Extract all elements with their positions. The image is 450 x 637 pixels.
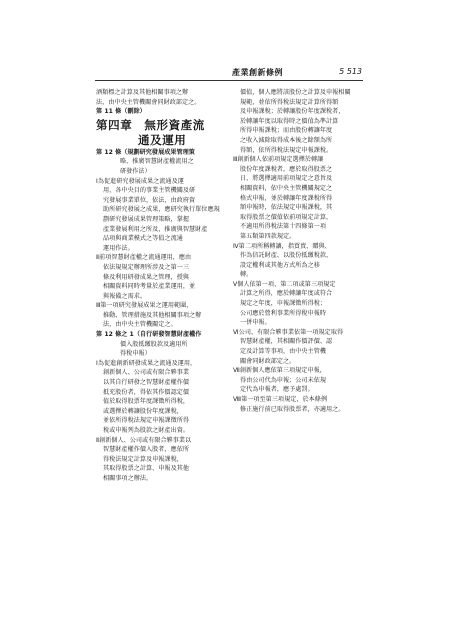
article-heading-cont: 研發作法） [120, 167, 151, 175]
paragraph-line: 作為信託財產、以股份抵繳稅款、 [240, 252, 333, 260]
paragraph-line: 用，各中央目的事業主管機關及研 [103, 187, 196, 195]
paragraph-line: 計算之所得，應於轉讓年度或符合 [240, 290, 333, 298]
article-heading-cont: 價入股抵繳股款及適用所 [120, 340, 188, 348]
paragraph-line: Ⅷ第一項至第三項規定，於本條例 [233, 396, 328, 403]
header-rule [95, 80, 363, 81]
paragraph-line: 一併申報。 [240, 319, 271, 327]
paragraph-line: Ⅱ前項智慧財產權之流通運用，應由 [96, 254, 192, 262]
paragraph-line: 智慧財產權，其相關作價評價、認 [240, 338, 333, 346]
paragraph-line: 得由公司代為申報；公司未依規 [240, 376, 327, 384]
article-heading: 第 11 條（刪除） [96, 108, 146, 116]
paragraph-line: 格式申報，並於轉讓年度課稅所得 [240, 194, 333, 202]
paragraph-line: Ⅵ公司、有限合夥事業依第一項規定取得 [233, 328, 344, 336]
paragraph-line: 額申報時，依法規定申報課稅，其 [240, 204, 333, 212]
paragraph-line: 並依所得稅法規定申報課徵所得 [103, 417, 190, 425]
paragraph-line: 股份年度課稅者，應於取得股票之 [240, 165, 333, 173]
paragraph-line: 與報備之需求。 [103, 292, 147, 300]
paragraph-line: Ⅱ創新個人、公司或有限合夥事業以 [96, 436, 192, 444]
paragraph-line: 規範，並依所得稅法規定計算所得額 [240, 98, 339, 106]
paragraph-line: 定及計算等事項，由中央主管機 [240, 348, 327, 356]
paragraph-line: 得額，依所得稅法規定申報課稅。 [240, 146, 333, 154]
paragraph-line: 法，由中央主管機關定之。 [103, 321, 177, 329]
paragraph-line: 規定之年度，申報課徵所得稅； [240, 300, 327, 308]
paragraph-line: 或選擇於轉讓股份年度課稅， [103, 407, 183, 415]
paragraph-line: 取得股票之價值依前項規定計算， [240, 213, 333, 221]
article-heading-cont: 得稅申報） [120, 350, 151, 358]
paragraph-line: 值於取得股票年度課徵所得稅， [103, 398, 190, 406]
left-column [96, 88, 224, 484]
paragraph-line: Ⅲ第一項研究發展成果之運用範圍， [96, 302, 193, 310]
paragraph-line: Ⅶ創新個人應依第三項規定申報， [233, 367, 326, 375]
paragraph-line: 關會同財政部定之。 [240, 357, 296, 365]
paragraph-line: 品項與商業模式之等值之流通 [103, 235, 183, 243]
paragraph-line: 抵充股份者，得依其作價認定價 [103, 388, 190, 396]
chapter-title-cont: 通及運用 [138, 132, 187, 147]
paragraph-line: 運用作法。 [103, 244, 134, 252]
right-column [233, 88, 361, 414]
paragraph-line: 推動、管理措施及其他相關事項之辦 [103, 311, 202, 319]
paragraph-line: Ⅰ為促進創新研發成果之流通及運用， [96, 359, 197, 367]
paragraph-line: 設定權利或其他方式所為之移 [240, 261, 320, 269]
paragraph-line: 其取得股票之計算、申報及其他 [103, 465, 190, 473]
paragraph-line: 不適用所得稅法第十四條第一項 [240, 223, 327, 231]
text-line: 法，由中央主管機關會同財政部定之。 [96, 98, 201, 106]
paragraph-line: Ⅳ第二項所稱轉讓，指買賣、贈與、 [233, 242, 331, 250]
paragraph-line: 創新個人、公司或有限合夥事業 [103, 369, 190, 377]
paragraph-line: 相關事項之辦法。 [103, 474, 153, 482]
text-line: 酒類標之計算及其他相關事項之辦 [96, 89, 189, 96]
paragraph-line: 相關資料同時考量於產業運用，並 [103, 283, 196, 291]
paragraph-line: 價值，個人應將該股份之計算及申報相關 [240, 89, 351, 96]
paragraph-line: 助所研究發展之成果，應研究執行單位應規 [103, 206, 220, 214]
book-title: 產業創新條例 [232, 68, 283, 77]
paragraph-line: 以其自行研發之智慧財產權作價 [103, 379, 190, 387]
chapter-title: 第四章 無形資產流 [96, 117, 205, 132]
page-number: 5 513 [339, 67, 362, 76]
running-header [232, 67, 362, 79]
paragraph-line: 及申報課稅；於轉讓股份年度課稅者， [240, 108, 345, 116]
paragraph-line: 稅或申報列為股款之財產出資。 [103, 427, 190, 434]
paragraph-line: 日，將選擇適用前項規定之意旨及 [240, 175, 333, 183]
paragraph-line: 第五類第四款規定。 [240, 232, 296, 240]
paragraph-line: 條及利用研發成果之管理，授與 [103, 273, 190, 281]
paragraph-line: 轉。 [240, 271, 253, 279]
paragraph-line: 相關資料，依中央主管機關規定之 [240, 184, 333, 192]
paragraph-line: 產業發展利用之所及，推廣與智慧財產 [103, 225, 208, 233]
article-heading: 第 12 條（規劃研究發展成果管理策 [96, 148, 195, 156]
paragraph-line: 所得申報課稅；而由股份轉讓年度 [240, 127, 333, 135]
paragraph-line: 之收入減除取得成本後之餘額為所 [240, 136, 333, 144]
paragraph-line: Ⅴ個人依第一項、第二項或第三項規定 [233, 280, 336, 288]
paragraph-line: 得稅法規定計算及申報課稅， [103, 455, 183, 463]
paragraph-line: 修正施行前已取得股票者，亦適用之。 [240, 405, 345, 413]
paragraph-line: 究發展事業單位，依法，由政府資 [103, 196, 196, 204]
paragraph-line: 公司應於營利事業所得稅申報時 [240, 309, 327, 317]
paragraph-line: 於轉讓年度以取得時之價值為準計算 [240, 117, 339, 125]
paragraph-line: Ⅰ為促進研究發展成果之流通及運 [96, 177, 184, 185]
article-heading-cont: 略、推廣智慧財產權流用之 [120, 158, 194, 166]
paragraph-line: 定代為申報者，應予處罰。 [240, 386, 314, 394]
article-heading: 第 12 條之 1（自行研發智慧財產權作 [96, 331, 202, 339]
paragraph-line: 智慧財產權作價入股者，應依所 [103, 446, 190, 454]
paragraph-line: 依法規規定辦理所涉及之第一三 [103, 263, 190, 271]
paragraph-line: Ⅲ創新個人依前項規定選擇於轉讓 [233, 156, 324, 164]
paragraph-line: 劃研究發展成果管理策略，掌握 [103, 215, 190, 223]
